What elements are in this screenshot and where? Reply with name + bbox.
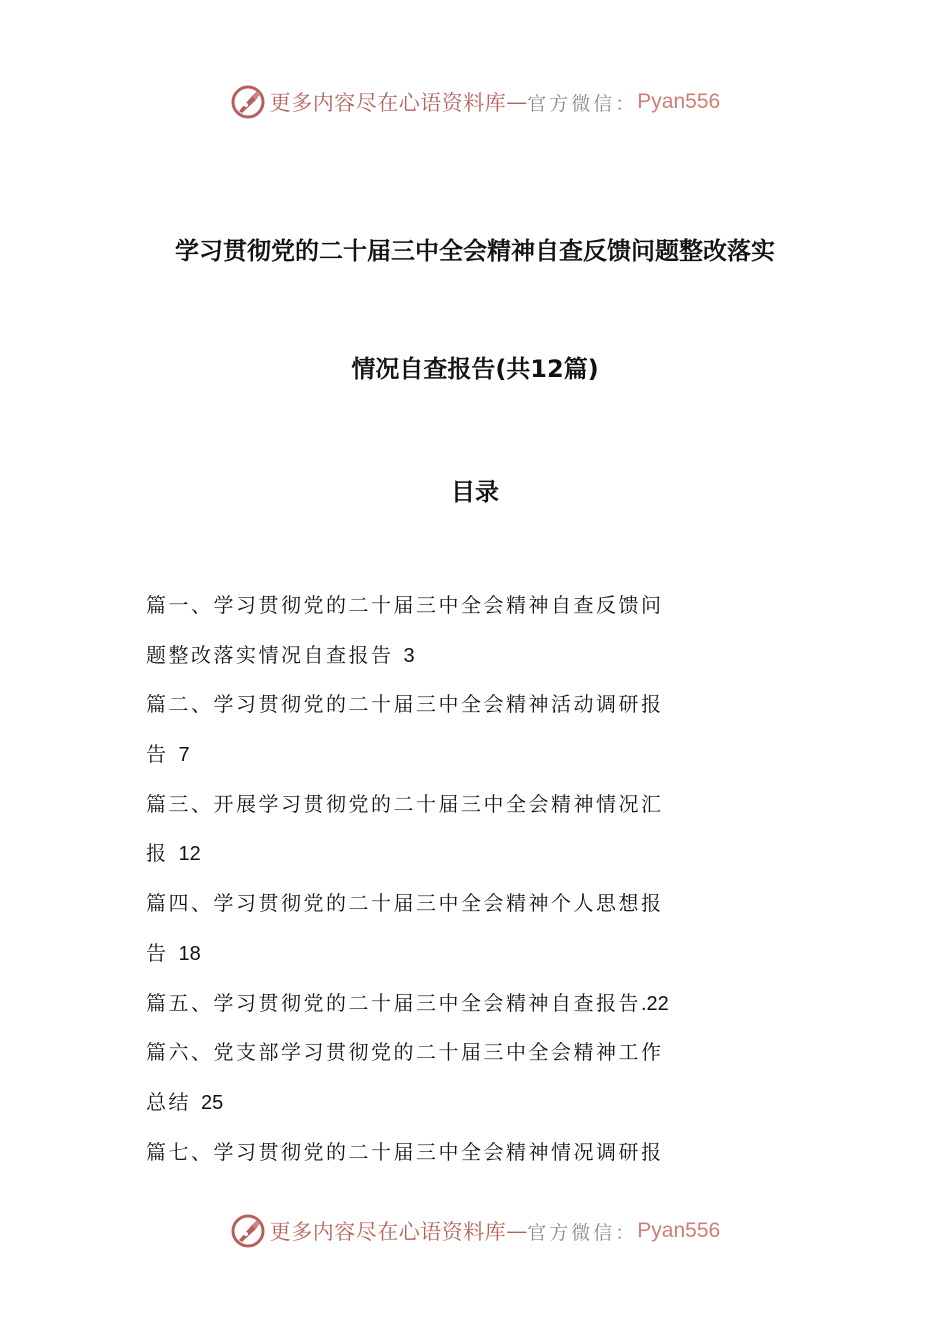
toc-line-text: 报	[146, 841, 169, 866]
watermark-separator: —	[506, 1219, 528, 1243]
header-watermark	[0, 78, 950, 126]
document-title-line-2: 情况自查报告(共12篇)	[351, 355, 599, 383]
watermark-label: 官方微信：	[527, 1221, 638, 1244]
toc-page-number: 3	[403, 644, 415, 667]
watermark-id: Pyan556	[637, 90, 721, 113]
toc-line-text: 篇三、开展学习贯彻党的二十届三中全会精神情况汇	[146, 791, 664, 816]
toc-line[interactable]	[146, 737, 706, 787]
watermark-label: 官方微信：	[527, 92, 638, 115]
toc-line[interactable]	[146, 588, 706, 638]
toc-line-text: 告	[146, 742, 169, 767]
toc-line[interactable]	[146, 986, 706, 1036]
toc-line-text: 篇一、学习贯彻党的二十届三中全会精神自查反馈问	[146, 593, 664, 617]
toc-line[interactable]	[146, 836, 706, 886]
toc-line-text: 总结	[146, 1089, 191, 1114]
pen-nib-logo-icon	[230, 1213, 266, 1249]
toc-line[interactable]	[146, 687, 706, 737]
toc-page-number: 25	[201, 1091, 224, 1114]
toc-line-text: 篇五、学习贯彻党的二十届三中全会精神自查报告	[146, 990, 641, 1015]
toc-line-text: 篇七、学习贯彻党的二十届三中全会精神情况调研报	[146, 1139, 664, 1164]
pen-nib-logo-icon	[230, 84, 266, 120]
toc-line[interactable]	[146, 936, 706, 986]
toc-line-text: 篇六、党支部学习贯彻党的二十届三中全会精神工作	[146, 1040, 664, 1065]
watermark-site-text: 更多内容尽在心语资料库	[269, 91, 507, 115]
toc-line[interactable]	[146, 886, 706, 936]
toc-page-number: 18	[178, 942, 201, 965]
footer-watermark	[0, 1207, 950, 1255]
toc-line-text: 篇四、学习贯彻党的二十届三中全会精神个人思想报	[146, 891, 664, 916]
toc-page-number: 12	[178, 843, 201, 866]
watermark-site-text: 更多内容尽在心语资料库	[269, 1220, 507, 1244]
document-title-line-1: 学习贯彻党的二十届三中全会精神自查反馈问题整改落实	[175, 237, 775, 265]
toc-line-text: 篇二、学习贯彻党的二十届三中全会精神活动调研报	[146, 692, 664, 717]
watermark-id: Pyan556	[637, 1219, 721, 1242]
watermark-separator: —	[506, 90, 528, 114]
toc-line[interactable]	[146, 1085, 706, 1135]
toc-page-number: .22	[641, 992, 669, 1015]
toc-page-number: 7	[178, 744, 190, 767]
toc-line[interactable]	[146, 1135, 706, 1185]
toc-line[interactable]	[146, 638, 706, 688]
toc-line[interactable]	[146, 787, 706, 837]
toc-line-text: 告	[146, 940, 169, 965]
toc-line[interactable]	[146, 1035, 706, 1085]
toc-line-text: 题整改落实情况自查报告	[146, 642, 394, 667]
toc-heading: 目录	[451, 478, 499, 506]
table-of-contents	[146, 588, 706, 1184]
